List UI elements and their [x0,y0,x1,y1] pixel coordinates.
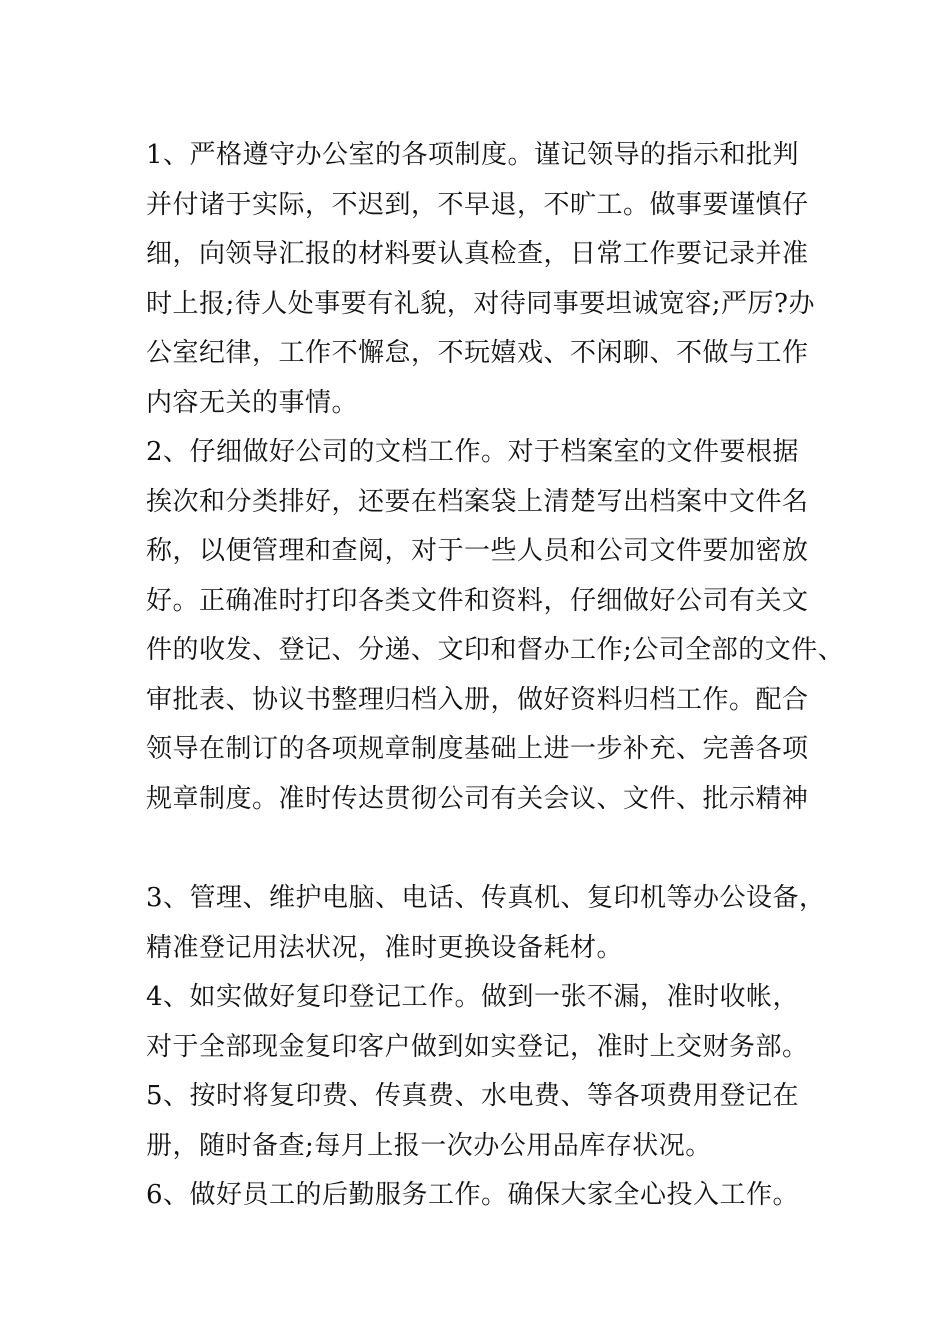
text-line: 对于全部现金复印客户做到如实登记，准时上交财务部。 [146,1031,809,1062]
text-line: 2、仔细做好公司的文档工作。对于档案室的文件要根据 [146,437,800,467]
text-line: 时上报;待人处事要有礼貌，对待同事要坦诚宽容;严厉?办 [146,288,815,319]
text-line: 细，向领导汇报的材料要认真检查，日常工作要记录并准 [146,239,809,269]
text-line: 内容无关的事情。 [146,387,359,418]
text-line: 精准登记用法状况，准时更换设备耗材。 [146,932,624,963]
text-line: 3、管理、维护电脑、电话、传真机、复印机等办公设备， [146,883,826,913]
text-line: 规章制度。准时传达贯彻公司有关会议、文件、批示精神 [146,783,809,814]
text-line: 称，以便管理和查阅，对于一些人员和公司文件要加密放 [146,536,809,566]
text-line: 册，随时备查;每月上报一次办公用品库存状况。 [146,1130,712,1161]
text-line: 领导在制订的各项规章制度基础上进一步补充、完善各项 [146,734,809,764]
document-body [146,131,845,1221]
text-line: 并付诸于实际，不迟到，不早退，不旷工。做事要谨慎仔 [146,189,809,220]
text-line: 5、按时将复印费、传真费、水电费、等各项费用登记在 [146,1081,800,1111]
text-line: 挨次和分类排好，还要在档案袋上清楚写出档案中文件名 [146,486,809,517]
text-line: 件的收发、登记、分递、文印和督办工作;公司全部的文件、 [146,635,845,665]
text-line: 4、如实做好复印登记工作。做到一张不漏，准时收帐， [146,982,800,1012]
text-line: 审批表、协议书整理归档入册，做好资料归档工作。配合 [146,684,809,715]
text-line: 1、严格遵守办公室的各项制度。谨记领导的指示和批判 [146,140,800,170]
text-line: 公室纪律，工作不懈怠，不玩嬉戏、不闲聊、不做与工作 [146,338,809,368]
text-line: 6、做好员工的后勤服务工作。确保大家全心投入工作。 [146,1180,800,1210]
paragraph-gap [146,824,811,874]
text-line: 好。正确准时打印各类文件和资料，仔细做好公司有关文 [146,585,809,616]
